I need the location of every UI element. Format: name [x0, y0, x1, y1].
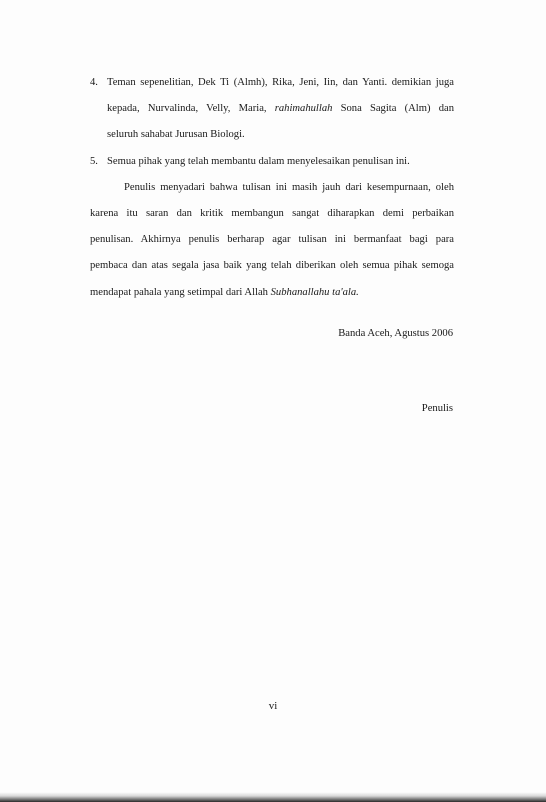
list-item-number: 5.: [90, 155, 98, 167]
text-run: mendapat pahala yang setimpal dari Allah: [90, 286, 271, 298]
list-item-line: Teman sepenelitian, Dek Ti (Almh), Rika, Jeni, Iin, dan Yanti. demikian juga: [107, 77, 454, 88]
list-item-line: [107, 96, 454, 122]
place-date: Banda Aceh, Agustus 2006: [338, 328, 453, 339]
italic-text-run: rahimahullah: [274, 103, 333, 115]
list-item-line: Semua pihak yang telah membantu dalam menyelesaikan penulisan ini.: [107, 155, 410, 167]
paragraph-line: Penulis menyadari bahwa tulisan ini masih jauh dari kesempurnaan, oleh: [124, 181, 454, 193]
body-text: [90, 70, 454, 306]
signatory: Penulis: [421, 403, 453, 414]
list-item-line: seluruh sahabat Jurusan Biologi.: [107, 129, 245, 141]
italic-text-run: Subhanallahu ta'ala.: [270, 286, 359, 298]
scan-edge-shadow: [0, 792, 546, 802]
list-item-5: [90, 149, 454, 175]
paragraph-line: [90, 280, 454, 306]
paragraph-line: penulisan. Akhirnya penulis berharap agar tulisan ini bermanfaat bagi para: [90, 234, 454, 246]
text-run: Sona Sagita (Alm) dan: [332, 103, 454, 115]
paragraph-line: pembaca dan atas segala jasa baik yang telah diberikan oleh semua pihak semoga: [90, 260, 454, 272]
text-run: kepada, Nurvalinda, Velly, Maria,: [107, 103, 275, 115]
closing-paragraph: [90, 175, 454, 306]
list-item-4: [90, 70, 454, 149]
list-item-number: 4.: [90, 77, 98, 88]
page-number: vi: [268, 700, 278, 712]
paragraph-line: karena itu saran dan kritik membangun sangat diharapkan demi perbaikan: [90, 208, 454, 220]
